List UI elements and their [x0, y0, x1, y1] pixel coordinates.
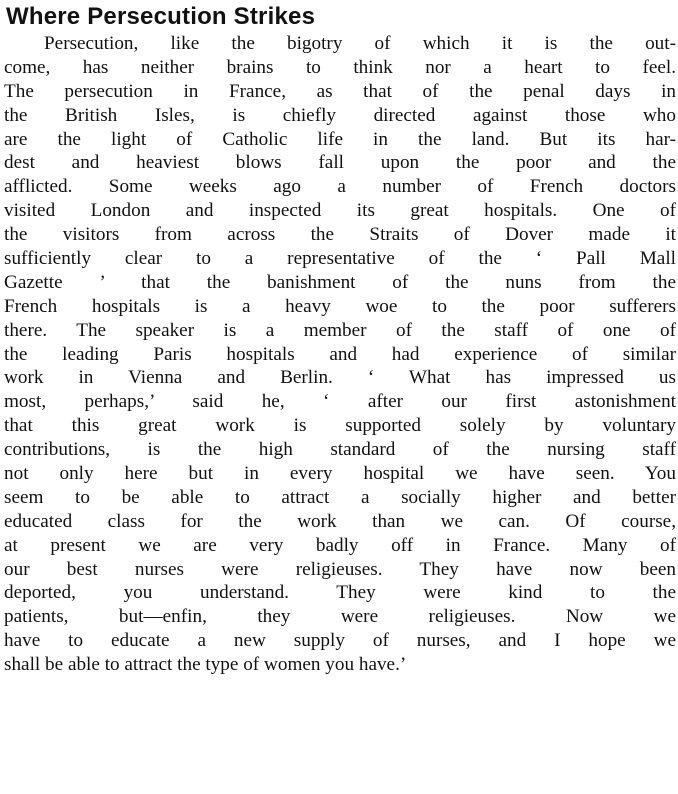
article-line: dest and heaviest blows fall upon the poor and the: [4, 152, 676, 174]
article-line: most, perhaps,’ said he, ‘ after our first astonishment: [4, 391, 676, 413]
article-line: sufficiently clear to a representative of the ‘ Pall Mall: [4, 248, 676, 270]
article: [4, 3, 676, 677]
article-line: the British Isles, is chiefly directed against those who: [4, 104, 676, 126]
article-body: [4, 32, 676, 677]
article-line: the visitors from across the Straits of Dover made it: [4, 224, 676, 246]
article-line: our best nurses were religieuses. They have now been: [4, 558, 676, 580]
article-line: French hospitals is a heavy woe to the poor sufferers: [4, 295, 676, 317]
article-line: visited London and inspected its great hospitals. One of: [4, 200, 676, 222]
article-line: the leading Paris hospitals and had experience of similar: [4, 343, 676, 365]
article-line: at present we are very badly off in France. Many of: [4, 534, 676, 556]
article-line: are the light of Catholic life in the land. But its har-: [4, 128, 676, 150]
article-line: have to educate a new supply of nurses, and I hope we: [4, 630, 676, 652]
article-line: that this great work is supported solely by voluntary: [4, 415, 676, 437]
article-line: shall be able to attract the type of women you have.’: [4, 654, 407, 676]
article-line: Persecution, like the bigotry of which it is the out-: [44, 33, 676, 54]
article-line: seem to be able to attract a socially higher and better: [4, 486, 676, 508]
article-line: work in Vienna and Berlin. ‘ What has impressed us: [4, 367, 676, 389]
article-line: not only here but in every hospital we have seen. You: [4, 463, 676, 485]
article-line: The persecution in France, as that of the penal days in: [4, 80, 676, 102]
article-line: deported, you understand. They were kind to the: [4, 582, 676, 604]
article-line: come, has neither brains to think nor a heart to feel.: [4, 56, 676, 78]
article-line: educated class for the work than we can. Of course,: [4, 510, 676, 532]
article-headline: Where Persecution Strikes: [6, 3, 316, 30]
article-line: afflicted. Some weeks ago a number of French doctors: [4, 176, 676, 198]
article-line: contributions, is the high standard of the nursing staff: [4, 439, 676, 461]
article-line: patients, but—enfin, they were religieuses. Now we: [4, 606, 676, 628]
article-line: Gazette ’ that the banishment of the nuns from the: [4, 271, 676, 293]
article-line: there. The speaker is a member of the staff of one of: [4, 319, 676, 341]
